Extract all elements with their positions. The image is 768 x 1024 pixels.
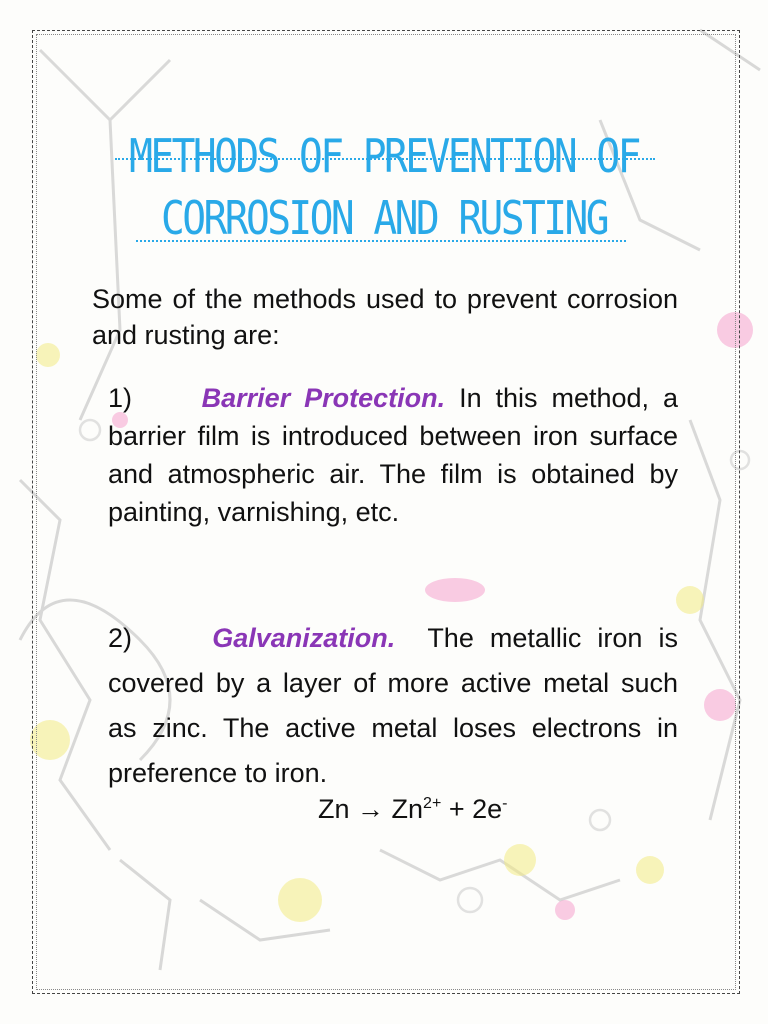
- method-text: [108, 379, 678, 531]
- method-description: In this method, a barrier film is introduced between iron surface and atmospheric air. The film is obtained by painting, varnishing, etc.: [108, 383, 678, 527]
- method-name: Barrier Protection.: [201, 383, 446, 413]
- title-underline-1: [115, 158, 655, 160]
- title-line-1: METHODS OF PREVENTION OF: [129, 129, 639, 183]
- equation-electrons: + 2e: [448, 794, 503, 824]
- equation-electron-charge: -: [502, 795, 508, 812]
- method-item: [108, 616, 678, 796]
- equation-lhs: Zn →: [318, 794, 385, 824]
- title-line-2: CORROSION AND RUSTING: [161, 191, 607, 245]
- equation-product-charge: 2+: [423, 795, 442, 812]
- method-item: [108, 379, 678, 531]
- title-underline-2: [136, 240, 626, 242]
- method-description: The metallic iron is covered by a layer of more active metal such as zinc. The active metal loses electrons in preference to iron.: [108, 623, 678, 788]
- method-number: 1): [108, 383, 133, 413]
- intro-paragraph: Some of the methods used to prevent corrosion and rusting are:: [92, 284, 678, 350]
- zinc-oxidation-equation: [318, 794, 507, 825]
- equation-product: Zn: [391, 794, 424, 824]
- method-text: [108, 616, 678, 796]
- method-name: Galvanization.: [212, 623, 396, 653]
- method-number: 2): [108, 623, 133, 653]
